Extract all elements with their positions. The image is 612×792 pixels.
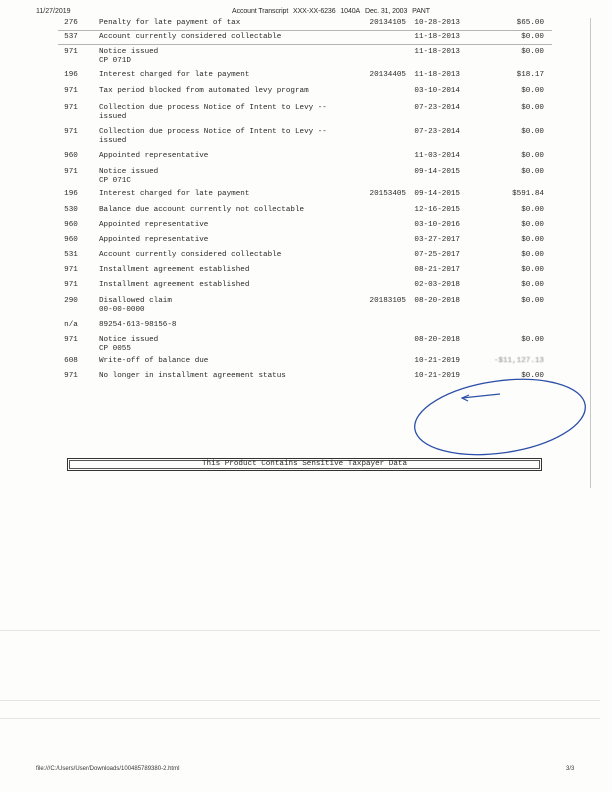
transaction-date: 11-03-2014 — [414, 152, 460, 160]
transaction-description: Collection due process Notice of Intent to Levy -- — [99, 128, 327, 136]
transaction-subline: issued — [99, 137, 127, 145]
transaction-description: Notice issued — [99, 168, 159, 176]
transaction-subline: issued — [99, 113, 127, 121]
hand-drawn-circle — [410, 369, 590, 464]
header-title: Account Transcript — [232, 8, 289, 15]
transaction-description: Interest charged for late payment — [99, 190, 250, 198]
transaction-code: 960 — [64, 236, 78, 244]
transaction-subline: CP 071C — [99, 177, 131, 185]
cycle-number: 20183105 — [369, 297, 406, 305]
header-period: Dec. 31, 2003 — [364, 8, 408, 15]
transaction-description: Installment agreement established — [99, 266, 250, 274]
transaction-date: 10-21-2019 — [414, 357, 460, 365]
transaction-code: 276 — [64, 19, 78, 27]
transaction-amount: $18.17 — [516, 71, 544, 79]
transaction-amount: $65.00 — [516, 19, 544, 27]
print-date: 11/27/2019 — [36, 8, 71, 15]
header-name-control: PANT — [412, 8, 430, 15]
transaction-amount: $0.00 — [521, 281, 544, 289]
transaction-code: 971 — [64, 128, 78, 136]
transaction-date: 03-10-2014 — [414, 87, 460, 95]
transaction-code: 960 — [64, 152, 78, 160]
transaction-amount: $0.00 — [521, 87, 544, 95]
transaction-description: Appointed representative — [99, 236, 209, 244]
transaction-date: 07-25-2017 — [414, 251, 460, 259]
transaction-amount: $0.00 — [521, 336, 544, 344]
transaction-description: 89254-613-98156-8 — [99, 321, 177, 329]
transaction-description: Account currently considered collectable — [99, 251, 282, 259]
transaction-code: 196 — [64, 190, 78, 198]
transaction-description: No longer in installment agreement status — [99, 372, 286, 380]
transaction-description: Write-off of balance due — [99, 357, 209, 365]
transaction-amount: $0.00 — [521, 206, 544, 214]
transaction-code: 971 — [64, 372, 78, 380]
transaction-code: 196 — [64, 71, 78, 79]
transaction-amount: $0.00 — [521, 128, 544, 136]
transaction-description: Interest charged for late payment — [99, 71, 250, 79]
header-form: 1040A — [340, 8, 361, 15]
transaction-subline: 00-00-0000 — [99, 306, 145, 314]
transaction-amount: $0.00 — [521, 266, 544, 274]
transaction-date: 10-28-2013 — [414, 19, 460, 27]
transaction-date: 10-21-2019 — [414, 372, 460, 380]
transaction-date: 02-03-2018 — [414, 281, 460, 289]
transaction-code: 971 — [64, 336, 78, 344]
transaction-subline: CP 0055 — [99, 345, 131, 353]
transaction-code: 971 — [64, 87, 78, 95]
page-number: 3/3 — [566, 766, 575, 772]
transaction-code: 530 — [64, 206, 78, 214]
transaction-date: 07-23-2014 — [414, 128, 460, 136]
transaction-amount: $0.00 — [521, 33, 544, 41]
transaction-code: 290 — [64, 297, 78, 305]
transaction-description: Disallowed claim — [99, 297, 172, 305]
transaction-amount: $0.00 — [521, 221, 544, 229]
transaction-code: 971 — [64, 281, 78, 289]
transaction-amount: -$11,127.13 — [493, 357, 544, 365]
transaction-code: 971 — [64, 104, 78, 112]
transaction-code: 971 — [64, 266, 78, 274]
cycle-number: 20153405 — [369, 190, 406, 198]
transaction-description: Account currently considered collectable — [99, 33, 282, 41]
transaction-amount: $0.00 — [521, 168, 544, 176]
transaction-code: 608 — [64, 357, 78, 365]
transaction-date: 09-14-2015 — [414, 190, 460, 198]
file-path: file:///C:/Users/User/Downloads/100485789380-2.html — [36, 766, 180, 772]
transaction-code: 971 — [64, 48, 78, 56]
transaction-code: 971 — [64, 168, 78, 176]
transaction-date: 11-18-2013 — [414, 48, 460, 56]
transaction-date: 11-18-2013 — [414, 71, 460, 79]
header-ssn: XXX-XX-6236 — [293, 8, 336, 15]
transaction-amount: $591.84 — [512, 190, 544, 198]
transaction-code: 537 — [64, 33, 78, 41]
transaction-code: n/a — [64, 321, 78, 329]
transaction-description: Notice issued — [99, 336, 159, 344]
transaction-date: 07-23-2014 — [414, 104, 460, 112]
transaction-description: Balance due account currently not collectable — [99, 206, 305, 214]
cycle-number: 20134105 — [369, 19, 406, 27]
transaction-code: 531 — [64, 251, 78, 259]
transaction-description: Installment agreement established — [99, 281, 250, 289]
transaction-subline: CP 071D — [99, 57, 131, 65]
transaction-description: Appointed representative — [99, 152, 209, 160]
transaction-date: 08-20-2018 — [414, 336, 460, 344]
transaction-description: Tax period blocked from automated levy program — [99, 87, 309, 95]
transaction-date: 11-18-2013 — [414, 33, 460, 41]
transaction-amount: $0.00 — [521, 372, 544, 380]
transaction-amount: $0.00 — [521, 152, 544, 160]
transaction-amount: $0.00 — [521, 236, 544, 244]
transaction-date: 08-20-2018 — [414, 297, 460, 305]
transaction-date: 03-27-2017 — [414, 236, 460, 244]
transaction-date: 09-14-2015 — [414, 168, 460, 176]
transaction-description: Penalty for late payment of tax — [99, 19, 241, 27]
transaction-amount: $0.00 — [521, 104, 544, 112]
transaction-amount: $0.00 — [521, 297, 544, 305]
transaction-date: 12-16-2015 — [414, 206, 460, 214]
transaction-description: Notice issued — [99, 48, 159, 56]
transaction-amount: $0.00 — [521, 251, 544, 259]
transaction-date: 03-10-2016 — [414, 221, 460, 229]
transaction-code: 960 — [64, 221, 78, 229]
cycle-number: 20134405 — [369, 71, 406, 79]
sensitive-data-banner: This Product Contains Sensitive Taxpayer Data — [67, 458, 542, 471]
transaction-description: Collection due process Notice of Intent to Levy -- — [99, 104, 327, 112]
transaction-amount: $0.00 — [521, 48, 544, 56]
transaction-description: Appointed representative — [99, 221, 209, 229]
transaction-date: 08-21-2017 — [414, 266, 460, 274]
